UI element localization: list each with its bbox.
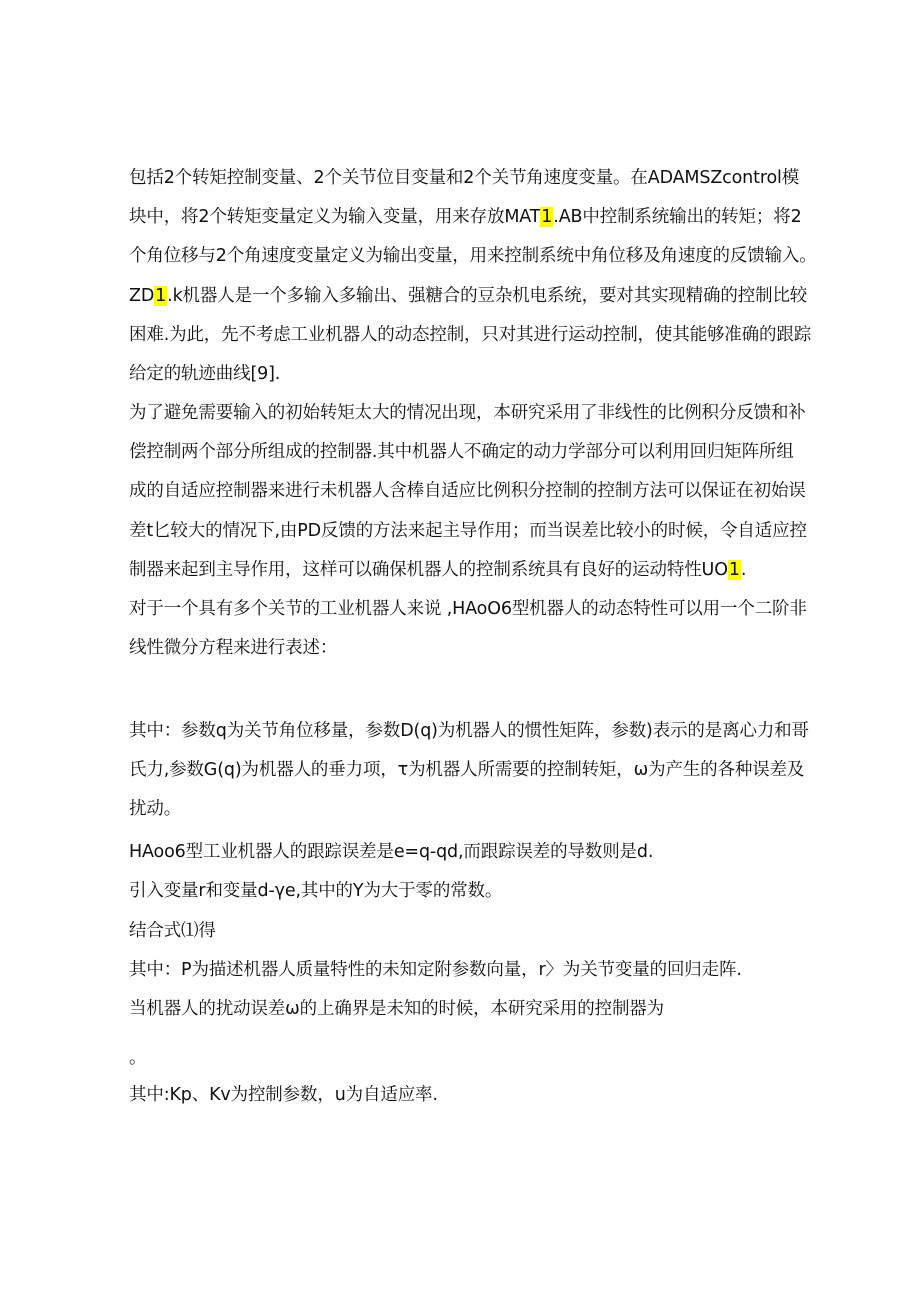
text-line-15: 氏力,参数G(q)为机器人的垂力项，τ为机器人所需要的控制转矩，ω为产生的各种误差及 xyxy=(129,760,805,780)
highlighted-text: 1 xyxy=(728,560,740,580)
text-line-3: 个角位移与2个角速度变量定义为输出变量，用来控制系统中角位移及角速度的反馈输入。 xyxy=(129,246,817,266)
text-line-17: HAoo6型工业机器人的跟踪误差是e=q-qd,而跟踪误差的导数则是d. xyxy=(129,842,654,862)
text-line-1: 包括2个转矩控制变量、2个关节位目变量和2个关节角速度变量。在ADAMSZcontrol模 xyxy=(129,168,800,188)
text-line-19: 结合式⑴得 xyxy=(129,921,216,941)
text-line-14: 其中：参数q为关节角位移量，参数D(q)为机器人的惯性矩阵，参数)表示的是离心力和哥 xyxy=(129,721,809,741)
text-line-5: 困难.为此，先不考虑工业机器人的动态控制，只对其进行运动控制，使其能够准确的跟踪 xyxy=(129,325,812,345)
text-line-18: 引入变量r和变量d-γe,其中的Y为大于零的常数。 xyxy=(129,881,503,901)
text-line-21: 当机器人的扰动误差ω的上确界是未知的时候，本研究采用的控制器为 xyxy=(129,999,665,1019)
text-line-10: 差t匕较大的情况下,由PD反馈的方法来起主导作用；而当误差比较小的时候，令自适应控 xyxy=(129,521,807,541)
text-line-13: 线性微分方程来进行表述： xyxy=(129,638,338,658)
text-line-6: 给定的轨迹曲线[9]. xyxy=(129,364,281,384)
text-segment: 制器来起到主导作用，这样可以确保机器人的控制系统具有良好的运动特性UO xyxy=(129,560,728,580)
text-segment: ZD xyxy=(129,286,155,306)
text-segment: .AB中控制系统输出的转矩；将2 xyxy=(553,207,802,227)
text-line-9: 成的自适应控制器来进行未机器人含棒自适应比例积分控制的控制方法可以保证在初始误 xyxy=(129,481,806,501)
text-line-16: 扰动。 xyxy=(129,799,182,819)
text-line-23: 其中:Kp、Kv为控制参数，u为自适应率. xyxy=(129,1085,438,1105)
text-line-12: 对于一个具有多个关节的工业机器人来说 ,HAoO6型机器人的动态特性可以用一个二阶非 xyxy=(129,599,807,619)
text-line-4 xyxy=(129,284,807,308)
text-segment: .k机器人是一个多输入多输出、强糖合的豆杂机电系统，要对其实现精确的控制比较 xyxy=(167,286,808,306)
highlighted-text: 1 xyxy=(155,286,167,306)
text-line-7: 为了避免需要输入的初始转矩太大的情况出现，本研究采用了非线性的比例积分反馈和补 xyxy=(129,403,806,423)
text-line-20: 其中：P为描述机器人质量特性的未知定附参数向量，r〉为关节变量的回归走阵. xyxy=(129,960,742,980)
text-line-8: 偿控制两个部分所组成的控制器.其中机器人不确定的动力学部分可以利用回归矩阵所组 xyxy=(129,442,794,462)
text-segment: 块中，将2个转矩变量定义为输入变量，用来存放MAT xyxy=(129,207,541,227)
text-line-11 xyxy=(129,558,746,582)
text-segment: . xyxy=(740,560,747,580)
text-line-22: 。 xyxy=(129,1048,147,1068)
highlighted-text: 1 xyxy=(541,207,553,227)
text-line-2 xyxy=(129,205,802,229)
